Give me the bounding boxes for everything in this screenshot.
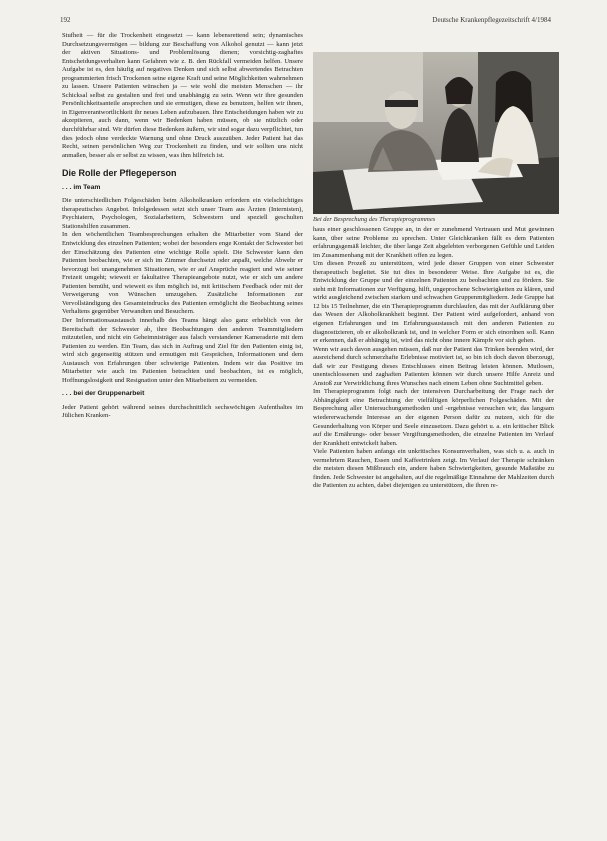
paragraph: Der Informationsaustausch innerhalb des Teams hängt also ganz erheblich von der Bereitschaft der Schwester ab, ihre Beobachtungen den anderen Teammitgliedern mitzuteilen, und nicht ein Geheimnisträger aus falsch verstandener Kameraderie mit dem Patienten zu werden. Ein Team, das sich in Auftrag und Ziel für den Patienten einig ist, wird sich gegenseitig stützen und ermutigen mit Gesprächen, Informationen und dem Austausch von Erfahrungen über schwierige Patienten. Indem wir das Positive im Mitarbeiter wie auch im Patienten betrachten und beobachten, ist es möglich, Hoffnungslosigkeit und Resignation unter den Mitarbeitern zu vermeiden. bbox=[62, 316, 303, 384]
intro-paragraph: Stufheit — für die Trockenheit eingesetzt — kann lebensrettend sein; dynamisches Durchsetzungsvermögen — bildung zur Beschaffung von Alkohol genutzt — kann jetzt der aktiven Situations- und Problemlösung dienen; vorsichtig-zaghaftes Entscheidungsverhalten kann Gefahren wie z. B. den Rückfall vermeiden helfen. Unsere Aufgabe ist es, den häufig auf negatives Denken und sich selbst abwertendes Betrachten programmierten frisch Trockenen seine eigene Kraft und seine Möglichkeiten wahrnehmen zu lassen. Unsere Patienten wünschen ja — wie wohl die meisten Menschen — ihr Schicksal selbst zu gestalten und frei und unabhängig zu sein. Wenn wir ihre gesunden Persönlichkeitsanteile ansprechen und sie ermutigen, diese zu benutzen, helfen wir ihnen, in Eigenverantwortlichkeit ihr neues Leben aufzubauen. Ihre Entscheidungen haben wir zu akzeptieren, auch dann, wenn wir Bedenken haben müssen, ob sie nützlich oder durchführbar sind. Wir dürfen diese Bedenken äußern, wir sind sogar dazu verpflichtet, tun dies jedoch ohne verdeckte Warnung und ohne Druck auszuüben. Jeder Patient hat das Recht, seinen persönlichen Weg zur Trockenheit zu finden, und wir sollten uns nicht anmaßen, besser als er selbst zu wissen, was ihm hilfreich ist. bbox=[62, 32, 303, 159]
right-column bbox=[313, 226, 554, 491]
paragraph: Wenn wir auch davon ausgehen müssen, daß nur der Patient das Trinken beenden wird, der ausreichend durch schmerzhafte Erlebnisse motiviert ist, so bin ich doch davon überzeugt, daß wir zur Festigung dieses Entschlusses einen Beitrag leisten können. Mutlosen, unentschlossenen und zaghaften Patienten können wir durch unsere Hilfe Anreiz und Anstoß zur Verwirklichung ihres Wunsches nach einem Leben ohne Suchtmittel geben. bbox=[313, 345, 554, 387]
paragraph: Jeder Patient gehört während seines durchschnittlich sechswöchigen Aufenthaltes im Jülichen Kranken- bbox=[62, 403, 303, 420]
photo-caption: Bei der Besprechung des Therapieprogrammes bbox=[313, 216, 436, 223]
paragraph: haus einer geschlossenen Gruppe an, in der er zunehmend Vertrauen und Mut gewinnen kann, über seine Probleme zu sprechen. Unter Gleichkranken fällt es dem Patienten erfahrungsgemäß leichter, die über lange Zeit abgelebten verborgenen Gefühle und Leiden im Zusammenhang mit der Krankheit offen zu legen. bbox=[313, 226, 554, 259]
meeting-photo bbox=[313, 52, 559, 214]
section-title: Die Rolle der Pflegeperson bbox=[62, 168, 177, 179]
meeting-photo-illustration bbox=[313, 52, 559, 214]
left-column bbox=[62, 32, 303, 421]
paragraph: Viele Patienten haben anfangs ein unkritisches Konsumverhalten, was sich u. a. auch in vermehrtem Rauchen, Essen und Kaffeetrinken zeigt. Im Verlauf der Therapie schränken die meisten diesen Mißbrauch ein, andere haben Schwierigkeiten, gesunde Maßstäbe zu finden. Jede Schwester ist angehalten, auf die regelmäßige Einnahme der Mahlzeiten durch die Patienten zu achten, dabei diejenigen zu unterstützen, die ihren re- bbox=[313, 448, 554, 490]
page-number: 192 bbox=[60, 16, 71, 24]
paragraph: Um diesen Prozeß zu unterstützen, wird jede dieser Gruppen von einer Schwester therapeutisch begleitet. Sie tut dies in besonderer Weise. Ihre Aufgabe ist es, die Entwicklung der Gruppe und der einzelnen Patienten zu beobachten und zu fördern. Sie steht mit Informationen zur Verfügung, hilft, ungeprochene Schwierigkeiten zu klären, und wirkt ausgleichend zwischen starken und schwachen Gruppenmitgliedern. Jede Gruppe hat 12 bis 15 Teilnehmer, die ein Therapieprogramm durchlaufen, das mit der Aufklärung über das Wesen der Alkoholkrankheit beginnt. Der Patient wird aufgefordert, anhand von eigenen Erfahrungen und im Erfahrungsaustausch mit den anderen Patienten zu diagnostizieren, ob er alkoholkrank ist, und in welcher Form er sich einordnen soll. Kann er erkennen, daß er abhängig ist, wird das nicht ohne innere Kämpfe vor sich gehen. bbox=[313, 260, 554, 345]
paragraph: In den wöchentlichen Teambesprechungen erhalten die Mitarbeiter vom Stand der Entwicklung des einzelnen Patienten; wobei der besonders enge Kontakt der Schwester bei der Einschätzung des Patienten eine wichtige Rolle spielt. Die Schwester kann den Patienten beobachten, wie er sich im Zimmer durchsetzt oder anpaßt, welche Abwehr er bevorzugt bei unangenehmen Situationen, wie er auf Ansprüche reagiert und wie seiner Freizeit umgeht; wieweit er fakultative Therapieangebote nutzt, wie er sich um andere Patienten bemüht, und wieweit es ihm möglich ist, mit kritischem Feedback oder mit der Verweigerung von Wünschen umzugehen. Zusätzliche Informationen zur Vervollständigung des Gesamteindrucks des Patienten ermöglicht die Beobachtung seines Verhaltens gegenüber Verwandten und Besuchern. bbox=[62, 231, 303, 316]
subheading-group-work: . . . bei der Gruppenarbeit bbox=[62, 390, 145, 398]
page-header bbox=[60, 16, 551, 24]
subheading-team: . . . im Team bbox=[62, 183, 101, 191]
paragraph: Die unterschiedlichen Folgeschäden beim Alkoholkranken erfordern ein vielschichtiges therapeutisches Angebot. Infolgedessen setzt sich unser Team aus Ärzten (Internisten), Psychiatern, Psychologen, Sozialarbeitern, Schwestern und speziell geschulten Stationshilfen zusammen. bbox=[62, 197, 303, 230]
paragraph: Im Therapieprogramm folgt nach der intensiven Durcharbeitung der Frage nach der Abhängigkeit eine Betrachtung der vielfältigen körperlichen Folgeschäden. Mit der Besprechung aller Untersuchungsmethoden und -ergebnisse versuchen wir, das langsam wiedererwachende Interesse an der eigenen Person dafür zu nutzen, sich für die Gesunderhaltung von Körper und Seele einzusetzen. Dazu gehört u. a. ein kritischer Blick auf die Ernährungs- oder besser Vergiftungsmethoden, die einzelne Patienten im Verlauf der Krankheit entwickelt haben. bbox=[313, 388, 554, 447]
journal-title: Deutsche Krankenpflegezeitschrift 4/1984 bbox=[432, 16, 551, 24]
